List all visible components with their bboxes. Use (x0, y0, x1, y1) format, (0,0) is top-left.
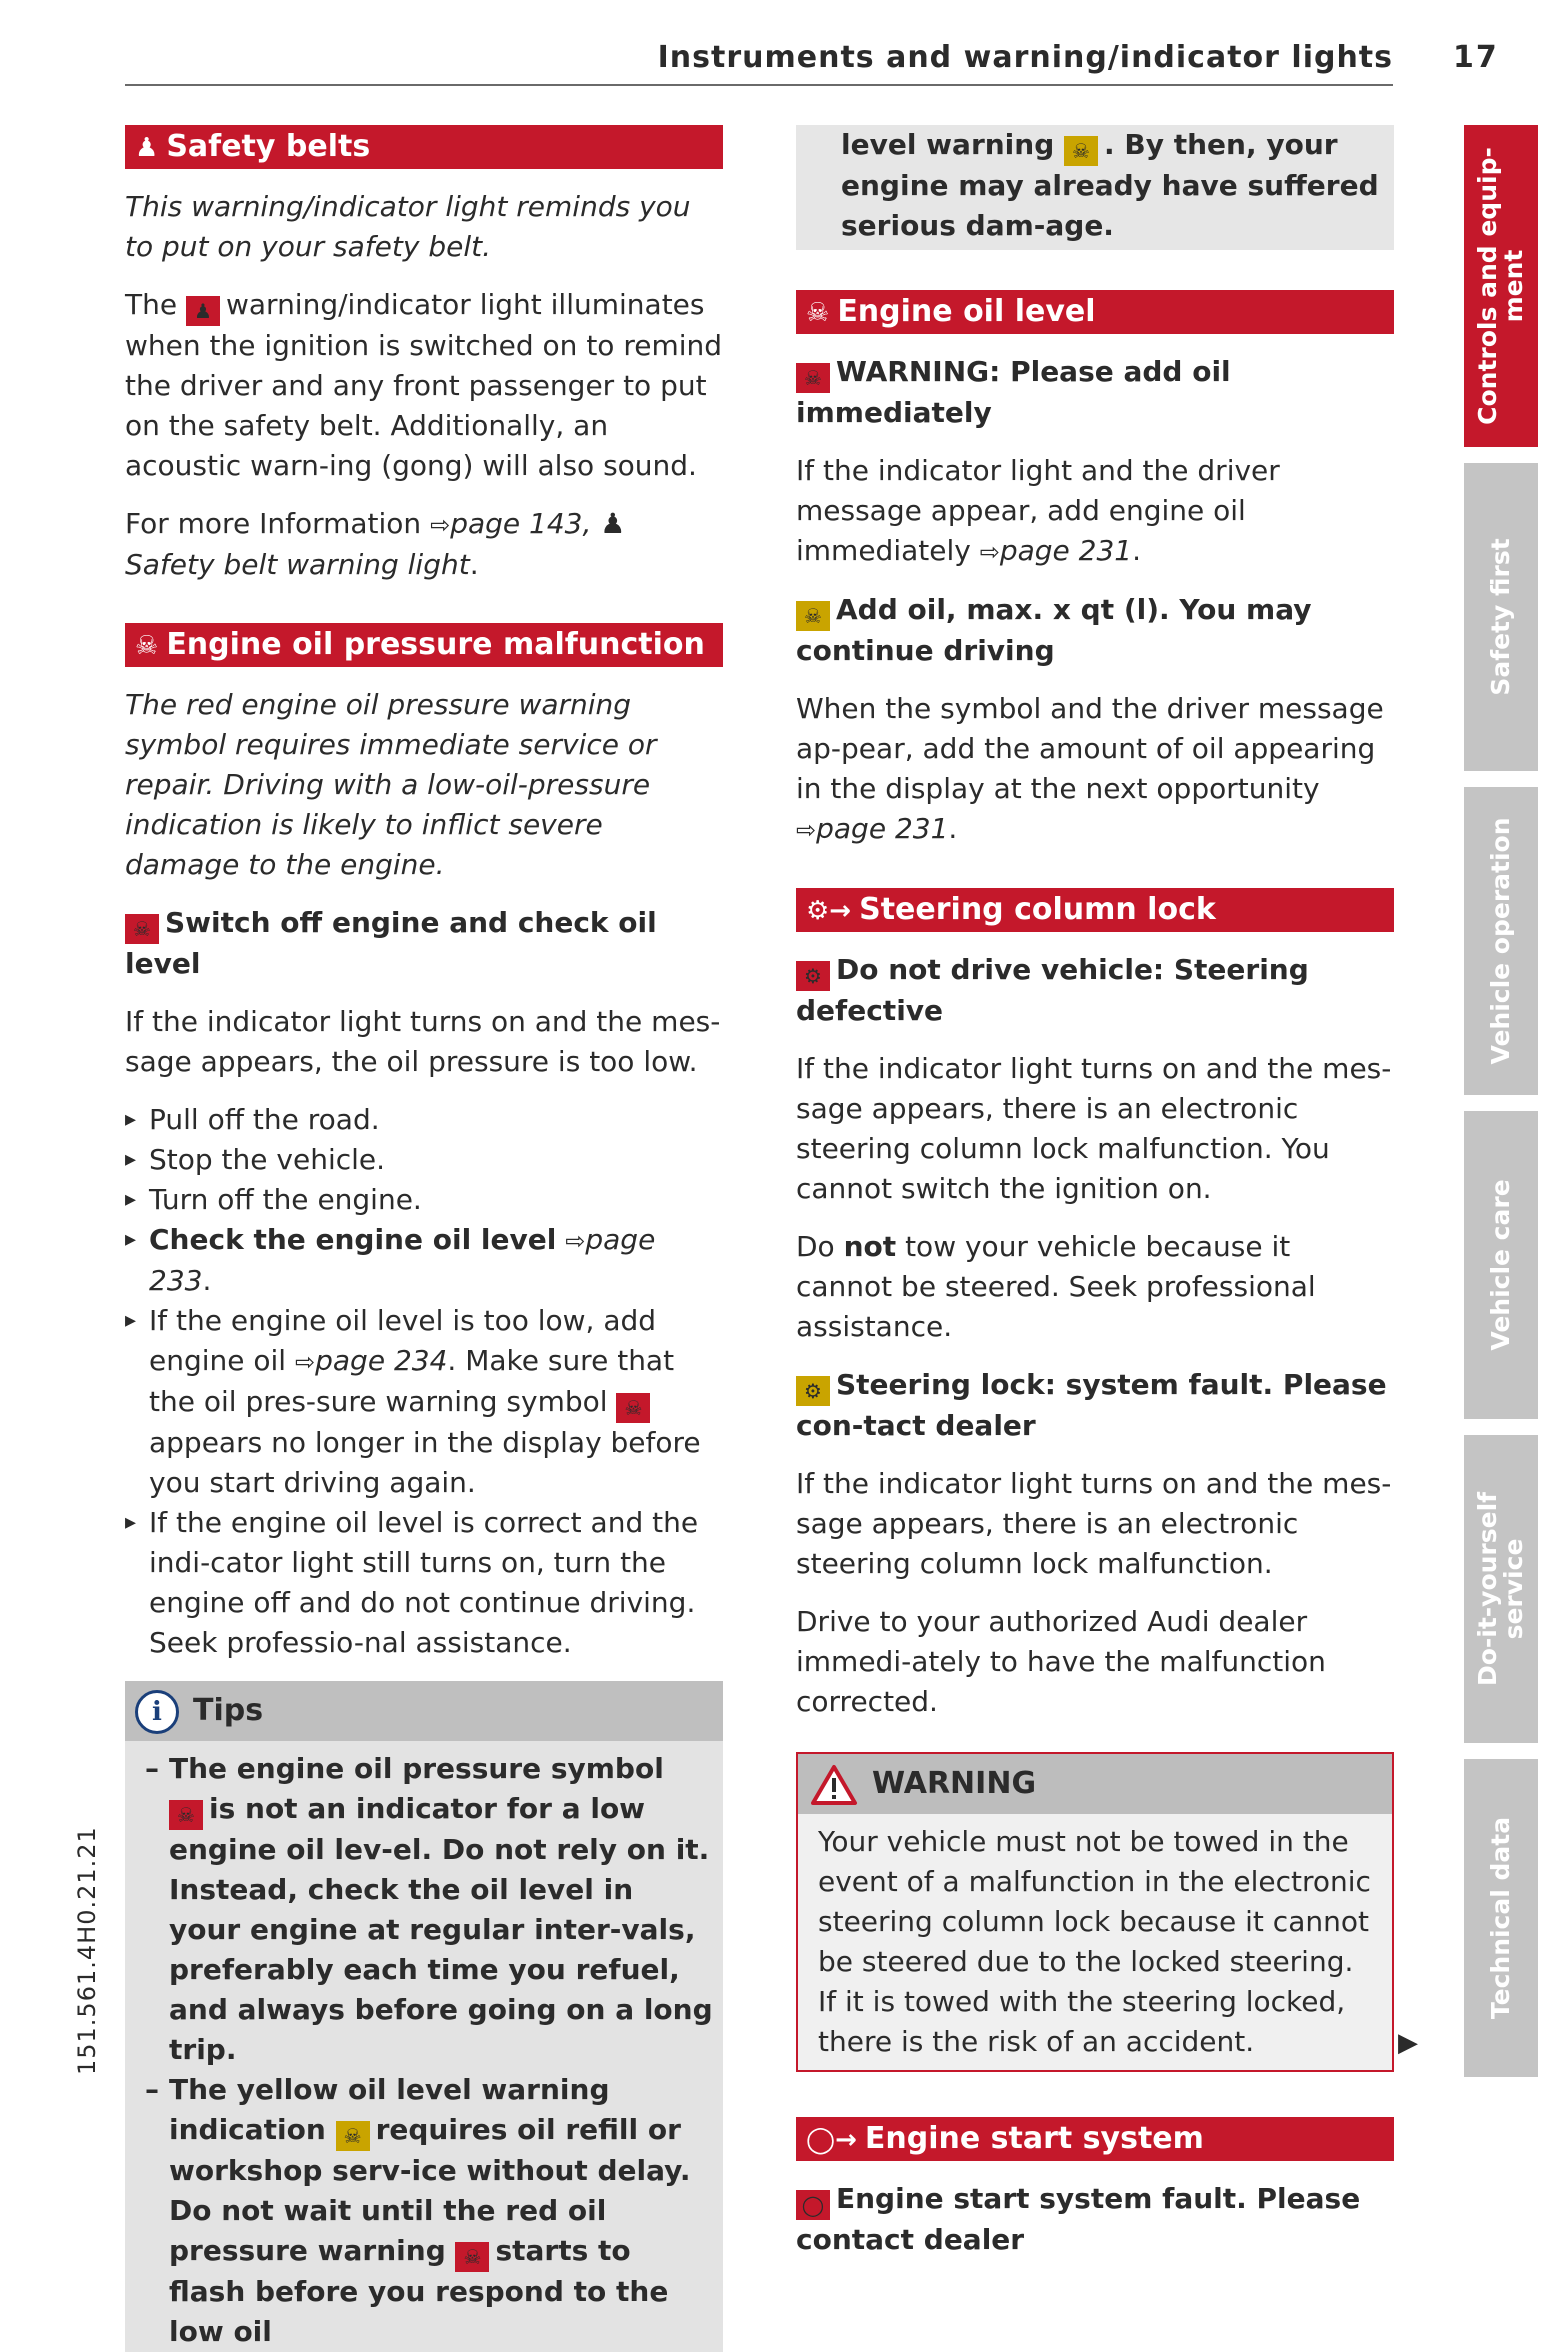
info-icon: i (135, 1690, 179, 1734)
reference-arrow-icon: ⇨ (430, 511, 451, 539)
steering-lock-red-icon: ⚙ (796, 961, 830, 991)
steering-lock-icon: ⚙→ (806, 896, 852, 926)
seatbelt-icon: ♟ (135, 133, 159, 163)
list-item: – The yellow oil level warning indication ☠ requires oil refill or workshop serv-ice without delay. Do not wait until the red oil pressure warning ☠ starts to flash before you respond to the low oil (145, 2070, 713, 2352)
tab-label: Vehicle operation (1486, 817, 1515, 1065)
steering-paragraph-1: If the indicator light turns on and the mes-sage appears, there is an electronic steering column lock malfunction. You cannot switch the ignition on. (796, 1052, 1392, 1205)
oil-level-subheading-2: ☠ Add oil, max. x qt (l). You may continue driving (796, 593, 1312, 667)
oil-level-icon: ☠ (806, 298, 830, 328)
list-item: – The engine oil pressure symbol ☠ is not an indicator for a low engine oil lev-el. Do not rely on it. Instead, check the oil level in your engine at regular inter-vals, preferably each time you refuel, and always before going on a long trip. (145, 1749, 713, 2070)
oil-pressure-warning-icon: ☠ (455, 2242, 489, 2272)
oil-level-warning-icon: ☠ (1064, 136, 1098, 166)
page-reference-link[interactable]: page 234 (315, 1344, 448, 1377)
engine-start-subheading: ◯ Engine start system fault. Please contact dealer (796, 2182, 1361, 2256)
reference-arrow-icon: ⇨ (979, 538, 1000, 566)
tab-label: Controls and equip- ment (1473, 147, 1528, 425)
warning-triangle-icon (810, 1764, 858, 1806)
list-item: ▸ Stop the vehicle. (125, 1140, 723, 1180)
continued-tip-box: level warning ☠ . By then, your engine may already have suffered serious dam-age. (796, 125, 1394, 250)
tab-label: Safety first (1486, 538, 1515, 696)
tips-box (125, 1681, 723, 2352)
list-item: ▸ If the engine oil level is correct and the indi-cator light still turns on, turn the engine off and do not continue driving. Seek professio-nal assistance. (125, 1503, 723, 1663)
steering-paragraph-2: Do not tow your vehicle because it cannot be steered. Seek professional assistance. (796, 1230, 1316, 1343)
tab-label: Vehicle care (1486, 1179, 1515, 1351)
warning-body: Your vehicle must not be towed in the event of a malfunction in the electronic steering column lock because it cannot be steered due to the locked steering. If it is towed with the steering locked, there is the risk of an accident. (818, 1825, 1371, 2058)
tab-vehicle-operation[interactable] (1464, 787, 1538, 1095)
steering-subheading-2: ⚙ Steering lock: system fault. Please con-tact dealer (796, 1368, 1387, 1442)
tab-vehicle-care[interactable] (1464, 1111, 1538, 1419)
warning-box (796, 1752, 1394, 2072)
section-header-steering-lock: ⚙→ Steering column lock (796, 888, 1394, 932)
oil-pressure-subheading: ☠ Switch off engine and check oil level (125, 906, 657, 980)
page-header-title: Instruments and warning/indicator lights (657, 40, 1393, 75)
tab-controls-and-equipment[interactable] (1464, 125, 1538, 447)
oil-level-subheading-1: ☠ WARNING: Please add oil immediately (796, 355, 1231, 429)
safety-intro: This warning/indicator light reminds you to put on your safety belt. (125, 190, 691, 263)
list-item: ▸ Check the engine oil level ⇨page 233. (125, 1220, 723, 1301)
tips-list (125, 1741, 723, 2352)
oil-level-red-icon: ☠ (796, 363, 830, 393)
oil-level-warning-icon: ☠ (336, 2121, 370, 2151)
reference-arrow-icon: ⇨ (796, 816, 817, 844)
tab-safety-first[interactable] (1464, 463, 1538, 771)
steering-lock-yellow-icon: ⚙ (796, 1376, 830, 1406)
tab-do-it-yourself-service[interactable] (1464, 1435, 1538, 1743)
list-item: ▸ If the engine oil level is too low, add engine oil ⇨page 234. Make sure that the oil pres-sure warning symbol ☠appears no longer in the display before you start driving again. (125, 1301, 723, 1503)
reference-arrow-icon: ⇨ (565, 1227, 586, 1255)
section-header-engine-start: ◯→ Engine start system (796, 2117, 1394, 2161)
document-code: 151.561.4H0.21.21 (73, 1826, 101, 2075)
left-column (125, 125, 723, 2352)
page-number: 17 (1453, 40, 1499, 75)
warning-header: WARNING (798, 1754, 1392, 1814)
page-reference-link[interactable]: page 231 (999, 534, 1133, 567)
list-item: ▸ Pull off the road. (125, 1100, 723, 1140)
steering-paragraph-4: Drive to your authorized Audi dealer immedi-ately to have the malfunction corrected. (796, 1605, 1326, 1718)
oil-pressure-paragraph: If the indicator light turns on and the mes-sage appears, the oil pressure is too low. (125, 1005, 721, 1078)
tab-technical-data[interactable] (1464, 1759, 1538, 2077)
tips-header: i Tips (125, 1681, 723, 1741)
tab-label: Technical data (1486, 1816, 1515, 2020)
tab-label: Do-it-yourself service (1473, 1491, 1528, 1687)
seatbelt-warning-icon: ♟ (186, 296, 220, 326)
list-item: ▸ Turn off the engine. (125, 1180, 723, 1220)
seatbelt-icon: ♟ (600, 507, 626, 540)
oil-level-paragraph-1: If the indicator light and the driver message appear, add engine oil immediately ⇨page 231. (796, 454, 1280, 567)
engine-start-red-icon: ◯ (796, 2190, 830, 2220)
oil-pressure-warning-icon: ☠ (125, 914, 159, 944)
page-reference-link[interactable]: page 233 (149, 1223, 656, 1297)
steering-paragraph-3: If the indicator light turns on and the mes-sage appears, there is an electronic steering column lock malfunction. (796, 1467, 1392, 1580)
key-icon: ◯→ (806, 2125, 857, 2155)
oil-pressure-warning-icon: ☠ (616, 1393, 650, 1423)
steering-subheading-1: ⚙ Do not drive vehicle: Steering defective (796, 953, 1309, 1027)
reference-arrow-icon: ⇨ (295, 1348, 316, 1376)
oil-level-paragraph-2: When the symbol and the driver message ap-pear, add the amount of oil appearing in the display at the next opportunity ⇨page 231. (796, 692, 1384, 845)
page-reference-link[interactable]: page 143, (450, 507, 592, 540)
safety-paragraph: The ♟ warning/indicator light illuminates when the ignition is switched on to remind the driver and any front passenger to put on the safety belt. Additionally, an acoustic warn-ing (gong) will also sound. (125, 288, 723, 482)
section-header-safety-belts: ♟ Safety belts (125, 125, 723, 169)
right-column (796, 125, 1394, 2278)
safety-more-info: For more Information ⇨page 143, ♟ Safety belt warning light. (125, 507, 626, 581)
oil-pressure-intro: The red engine oil pressure warning symbol requires immediate service or repair. Driving with a low-oil-pressure indication is likely to inflict severe damage to the engine. (125, 688, 657, 881)
section-header-oil-level: ☠ Engine oil level (796, 290, 1394, 334)
header-rule (125, 84, 1393, 86)
section-header-oil-pressure: ☠ Engine oil pressure malfunction (125, 623, 723, 667)
oil-pressure-warning-icon: ☠ (169, 1800, 203, 1830)
page-reference-link[interactable]: page 231 (816, 812, 949, 845)
chapter-tabs (1464, 125, 1538, 2081)
oil-can-icon: ☠ (135, 631, 159, 661)
oil-level-warning-icon: ☠ (796, 601, 830, 631)
continue-arrow-icon: ▶ (1398, 2028, 1418, 2058)
oil-pressure-steps (125, 1100, 723, 1663)
